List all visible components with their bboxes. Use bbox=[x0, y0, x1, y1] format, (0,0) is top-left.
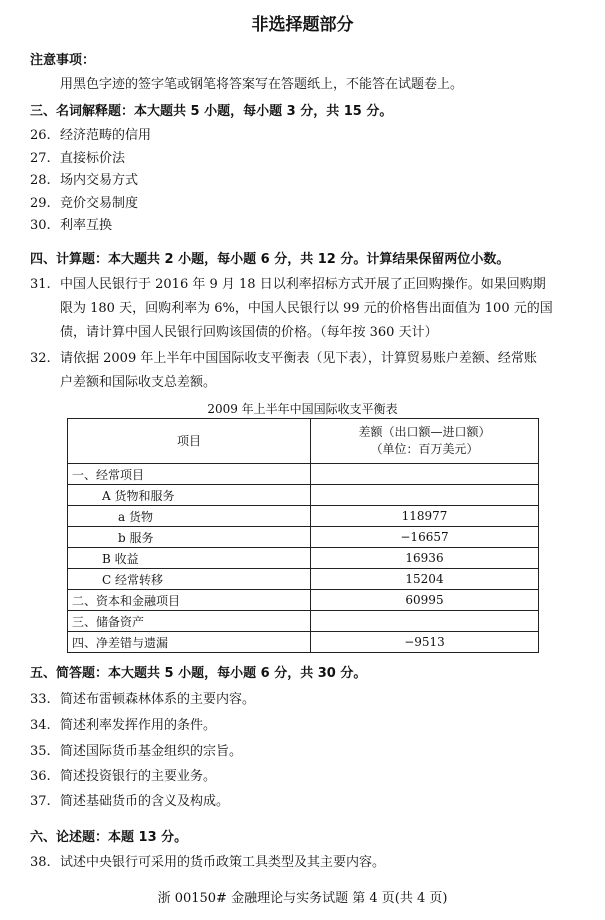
table-row bbox=[68, 611, 539, 632]
question-number: 31. bbox=[30, 277, 51, 292]
table-row bbox=[68, 590, 539, 611]
notice-label: 注意事项： bbox=[30, 53, 96, 68]
question-text: 试述中央银行可采用的货币政策工具类型及其主要内容。 bbox=[60, 855, 386, 870]
question-text: 利率互换 bbox=[60, 218, 113, 233]
table-row bbox=[68, 527, 539, 548]
row-item: 三、储备资产 bbox=[68, 611, 311, 632]
table-row bbox=[68, 569, 539, 590]
question-number: 38. bbox=[30, 855, 51, 870]
question-32-line-2: 户差额和国际收支总差额。 bbox=[60, 375, 217, 390]
balance-of-payments-table bbox=[67, 418, 539, 653]
question-text: 简述国际货币基金组织的宗旨。 bbox=[60, 744, 243, 759]
header-value-line-1: 差额（出口额—进口额） bbox=[358, 425, 491, 439]
table-row bbox=[68, 485, 539, 506]
row-item: b 服务 bbox=[68, 527, 311, 548]
page-footer: 浙 00150# 金融理论与实务试题 第 4 页(共 4 页) bbox=[157, 891, 448, 906]
question-text: 竞价交易制度 bbox=[60, 196, 139, 211]
section-4-heading: 四、计算题：本大题共 2 小题，每小题 6 分，共 12 分。计算结果保留两位小数。 bbox=[30, 252, 510, 267]
table-row bbox=[68, 548, 539, 569]
question-text: 简述利率发挥作用的条件。 bbox=[60, 718, 217, 733]
question-number: 35. bbox=[30, 744, 51, 759]
row-value: 60995 bbox=[311, 590, 539, 611]
question-text: 简述基础货币的含义及构成。 bbox=[60, 794, 230, 809]
table-row bbox=[68, 632, 539, 653]
header-value-line-2: （单位：百万美元） bbox=[370, 442, 479, 456]
table-row bbox=[68, 464, 539, 485]
question-number: 28. bbox=[30, 173, 51, 188]
row-value: −9513 bbox=[311, 632, 539, 653]
question-number: 26. bbox=[30, 128, 51, 143]
section-6-heading: 六、论述题：本题 13 分。 bbox=[30, 830, 188, 845]
table-row bbox=[68, 506, 539, 527]
row-value: 15204 bbox=[311, 569, 539, 590]
row-value: 118977 bbox=[311, 506, 539, 527]
question-number: 33. bbox=[30, 692, 51, 707]
table-header-row bbox=[68, 419, 539, 464]
row-item: A 货物和服务 bbox=[68, 485, 311, 506]
question-text: 直接标价法 bbox=[60, 151, 126, 166]
question-number: 34. bbox=[30, 718, 51, 733]
header-value bbox=[311, 419, 539, 464]
question-31-line-3: 债，请计算中国人民银行回购该国债的价格。（每年按 360 天计） bbox=[60, 325, 438, 340]
question-text: 场内交易方式 bbox=[60, 173, 139, 188]
row-value bbox=[311, 485, 539, 506]
question-number: 29. bbox=[30, 196, 51, 211]
question-text: 简述投资银行的主要业务。 bbox=[60, 769, 217, 784]
notice-text: 用黑色字迹的签字笔或钢笔将答案写在答题纸上，不能答在试题卷上。 bbox=[60, 77, 464, 92]
row-item: 二、资本和金融项目 bbox=[68, 590, 311, 611]
question-31-line-2: 限为 180 天，回购利率为 6%，中国人民银行以 99 元的价格售出面值为 100 元的国 bbox=[60, 301, 553, 316]
row-item: 四、净差错与遗漏 bbox=[68, 632, 311, 653]
row-value: 16936 bbox=[311, 548, 539, 569]
row-item: C 经常转移 bbox=[68, 569, 311, 590]
question-number: 30. bbox=[30, 218, 51, 233]
row-item: a 货物 bbox=[68, 506, 311, 527]
question-number: 37. bbox=[30, 794, 51, 809]
row-value bbox=[311, 611, 539, 632]
section-3-heading: 三、名词解释题：本大题共 5 小题，每小题 3 分，共 15 分。 bbox=[30, 104, 393, 119]
question-text: 简述布雷顿森林体系的主要内容。 bbox=[60, 692, 256, 707]
question-text: 经济范畴的信用 bbox=[60, 128, 152, 143]
header-item: 项目 bbox=[68, 419, 311, 464]
page-title: 非选择题部分 bbox=[251, 15, 354, 35]
row-value bbox=[311, 464, 539, 485]
row-item: 一、经常项目 bbox=[68, 464, 311, 485]
question-31-line-1: 中国人民银行于 2016 年 9 月 18 日以利率招标方式开展了正回购操作。如果回购期 bbox=[60, 277, 546, 292]
section-5-heading: 五、简答题：本大题共 5 小题，每小题 6 分，共 30 分。 bbox=[30, 666, 367, 681]
table-title: 2009 年上半年中国国际收支平衡表 bbox=[207, 402, 398, 416]
question-number: 27. bbox=[30, 151, 51, 166]
question-number: 36. bbox=[30, 769, 51, 784]
question-number: 32. bbox=[30, 351, 51, 366]
question-32-line-1: 请依据 2009 年上半年中国国际收支平衡表（见下表），计算贸易账户差额、经常账 bbox=[60, 351, 537, 366]
row-value: −16657 bbox=[311, 527, 539, 548]
row-item: B 收益 bbox=[68, 548, 311, 569]
